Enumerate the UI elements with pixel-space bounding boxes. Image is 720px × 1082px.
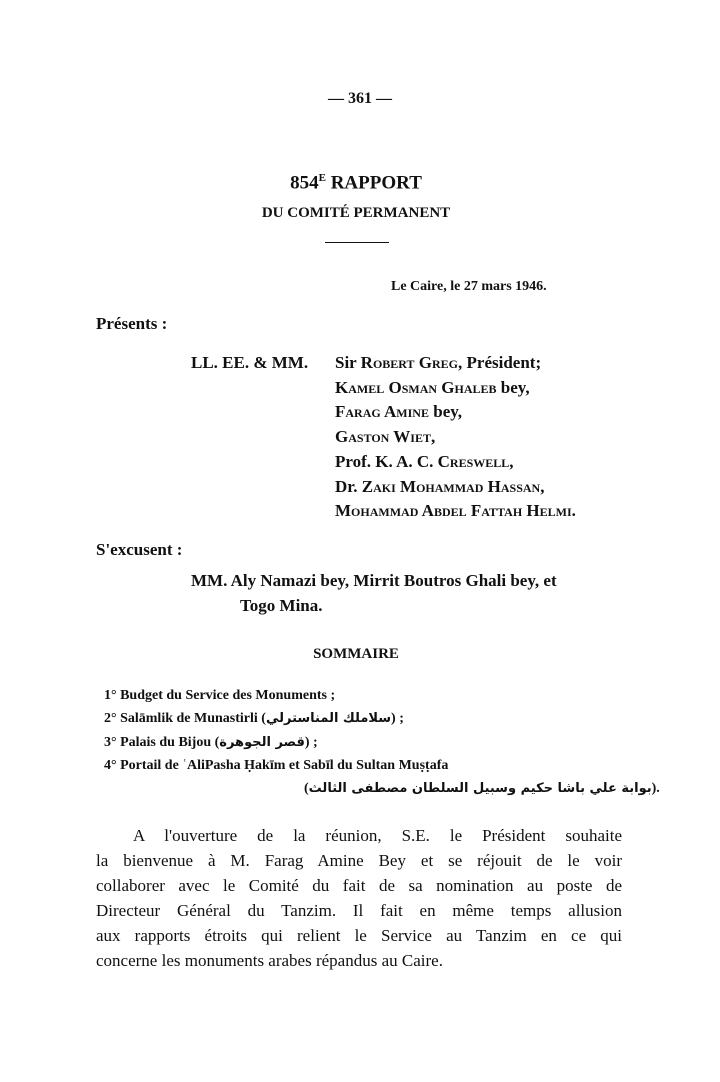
member-line [335,402,462,422]
member-suffix: , [509,452,514,471]
report-subtitle: DU COMITÉ PERMANENT [261,205,451,221]
member-suffix: , Président; [458,353,542,372]
item-end: ). [651,781,660,796]
item-arabic: قصر الجوهرة [219,735,305,750]
title-divider [325,242,389,243]
sommaire-item [104,735,318,751]
member-suffix: . [571,501,576,520]
paragraph-line: la bienvenue à M. Farag Amine Bey et se réjouit de le voir [96,851,622,870]
report-title [0,172,712,194]
excused-label: S'excusent : [96,540,183,559]
sommaire-item [104,711,404,727]
member-suffix: , [430,427,436,446]
item-text: ( [304,781,309,796]
presents-prefix: LL. EE. & MM. [191,353,309,372]
member-line [335,427,435,447]
excused-line: MM. Aly Namazi bey, Mirrit Boutros Ghali bey, et [191,571,557,590]
meeting-date: Le Caire, le 27 mars 1946. [391,279,547,294]
item-text: 2° Salāmlik de Munastirli ( [104,711,266,726]
report-word: RAPPORT [330,172,422,194]
member-line [335,378,530,398]
paragraph-line: A l'ouverture de la réunion, S.E. le Président souhaite [133,826,622,845]
report-number-suffix: E [318,172,326,184]
item-text: 4° Portail de ʿAliPasha Ḥakīm et Sabīl du Sultan Muṣṭafa [104,758,449,773]
member-title: Prof. K. A. C. [335,452,438,471]
paragraph-line: concerne les monuments arabes répandus au Caire. [96,951,443,970]
member-line [335,353,541,373]
member-title: Dr. [335,477,362,496]
member-line [335,501,576,521]
member-suffix: bey, [496,378,530,397]
item-arabic: سلاملك المناسترلي [265,711,392,726]
item-text: 3° Palais du Bijou ( [104,735,220,750]
sommaire-item [304,781,660,797]
sommaire-item [104,758,448,774]
member-name: Farag Amine [335,402,429,421]
report-number: 854 [290,172,319,194]
member-name: Gaston Wiet [335,427,431,446]
member-name: Kamel Osman Ghaleb [335,378,497,397]
page-number: — 361 — [328,90,392,107]
member-name: Robert Greg [360,353,459,372]
member-suffix: bey, [428,402,463,421]
sommaire-item [104,688,335,704]
member-line [335,477,544,497]
paragraph-line: collaborer avec le Comité du fait de sa nomination au poste de [96,876,622,895]
member-title: Sir [335,353,361,372]
item-text: 1° Budget du Service des Monuments ; [104,688,336,703]
item-arabic: بوابة علي باشا حكيم وسبيل السلطان مصطفى الثالث [308,781,652,796]
item-end: ) ; [304,735,318,750]
member-name: Zaki Mohammad Hassan [361,477,541,496]
sommaire-heading: SOMMAIRE [313,646,399,662]
paragraph-line: Directeur Général du Tanzim. Il fait en même temps allusion [96,901,622,920]
member-name: Mohammad Abdel Fattah Helmi [335,501,572,520]
member-line [335,452,514,472]
presents-label: Présents : [96,314,168,333]
member-suffix: , [540,477,545,496]
item-end: ) ; [391,711,404,726]
member-name: Creswell [437,452,510,471]
excused-line: Togo Mina. [240,596,323,615]
paragraph-line: aux rapports étroits qui relient le Service au Tanzim en ce qui [96,926,622,945]
